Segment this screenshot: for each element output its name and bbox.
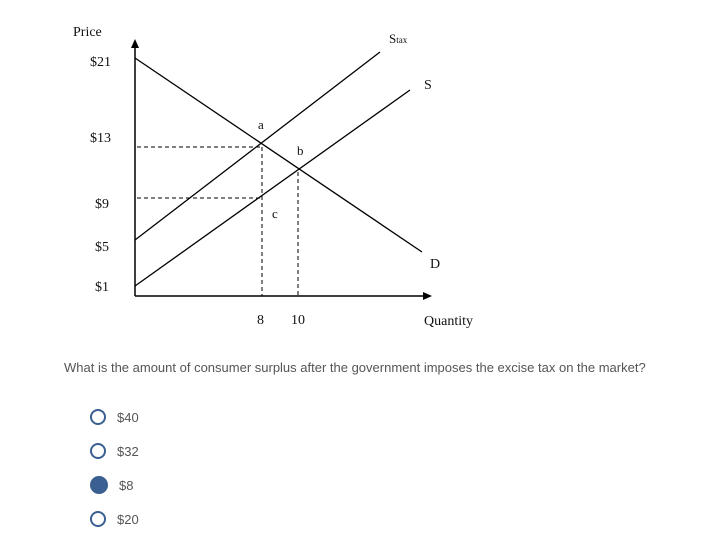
supply-tax-label: [389, 31, 408, 46]
price-tick-5: $5: [95, 240, 109, 255]
radio-button[interactable]: [90, 443, 106, 459]
point-label-b: b: [297, 143, 304, 158]
option-label: $40: [117, 409, 139, 425]
x-axis-arrow: [423, 292, 432, 300]
option-label: $8: [119, 477, 134, 493]
price-tick-13: $13: [90, 131, 111, 146]
quantity-tick-10: 10: [291, 313, 305, 328]
quantity-tick-8: 8: [257, 313, 264, 328]
price-tick-21: $21: [90, 55, 111, 70]
y-axis-arrow: [131, 39, 139, 48]
radio-button[interactable]: [90, 409, 106, 425]
y-axis-title: Price: [73, 25, 102, 40]
supply-curve: [135, 90, 410, 286]
x-axis-title: Quantity: [424, 314, 473, 329]
radio-button[interactable]: [90, 476, 108, 494]
point-label-a: a: [258, 117, 264, 132]
option-20[interactable]: [90, 502, 139, 536]
point-label-c: c: [272, 206, 278, 221]
price-tick-9: $9: [95, 197, 109, 212]
demand-curve: [135, 58, 422, 252]
supply-tax-curve: [135, 52, 380, 240]
radio-button[interactable]: [90, 511, 106, 527]
supply-tax-label-main: S: [389, 31, 397, 46]
option-label: $32: [117, 443, 139, 459]
demand-label: D: [430, 257, 441, 272]
option-32[interactable]: [90, 434, 139, 468]
option-8[interactable]: [90, 468, 139, 502]
option-label: $20: [117, 511, 139, 527]
supply-label: S: [424, 78, 432, 93]
price-tick-1: $1: [95, 280, 109, 295]
option-40[interactable]: [90, 400, 139, 434]
supply-tax-label-sub: tax: [396, 35, 408, 45]
answer-options: [90, 400, 139, 536]
question-text: What is the amount of consumer surplus after the government imposes the excise tax on the market?: [64, 360, 646, 375]
